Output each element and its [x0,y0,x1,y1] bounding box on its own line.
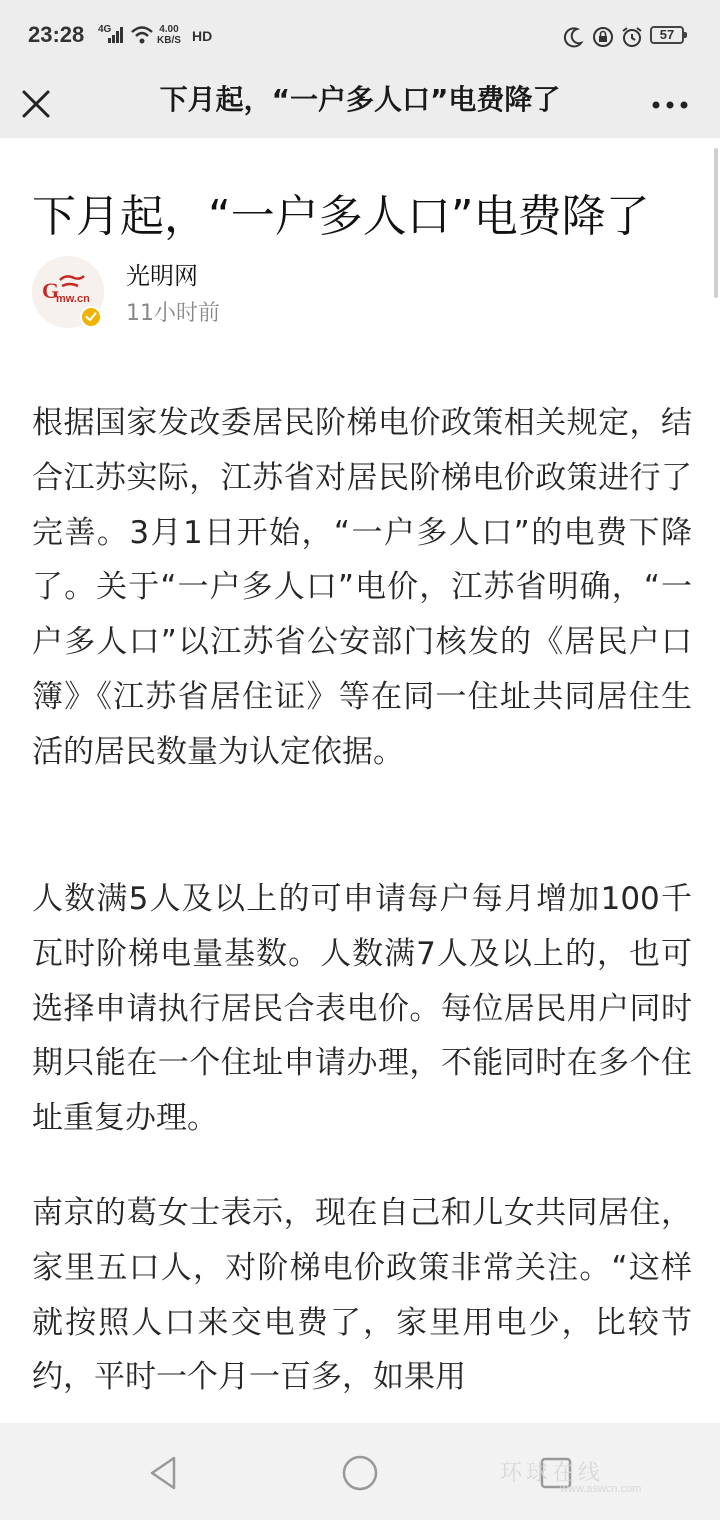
author-name[interactable]: 光明网 [126,262,198,290]
watermark: 环球在线 [500,1461,605,1486]
close-button[interactable] [18,78,54,128]
network-type: 4G [98,24,112,35]
check-icon [82,308,100,326]
wifi-icon [130,25,154,45]
speed-unit: KB/S [157,35,181,46]
nav-title: 下月起，“一户多人口”电费降了 [159,83,561,116]
status-time: 23:28 [28,22,85,47]
home-icon [340,1453,380,1493]
nav-bar [0,72,720,138]
back-button[interactable] [144,1453,184,1493]
signal-icon [108,27,124,43]
network-speed [157,24,181,46]
alarm-icon [620,25,644,49]
close-icon [18,78,54,128]
watermark-url: www.aswcn.com [560,1483,642,1495]
article-content[interactable] [0,138,720,1423]
verified-badge [80,306,102,328]
speed-value: 4.00 [159,24,179,35]
system-nav-bar [0,1423,720,1520]
status-bar [0,0,720,72]
scroll-indicator [714,148,718,298]
battery-level: 57 [659,27,675,42]
svg-text:mw.cn: mw.cn [56,293,90,305]
article-title: 下月起，“一户多人口”电费降了 [32,191,650,243]
back-icon [144,1453,184,1493]
svg-text:G: G [42,278,60,303]
article-paragraph: 根据国家发改委居民阶梯电价政策相关规定，结合江苏实际，江苏省对居民阶梯电价政策进行了完善。3月1日开始，“一户多人口”的电费下降了。关于“一户多人口”电价，江苏省明确，“一户多人口”以江苏省公安部门核发的《居民户口簿》《江苏省居住证》等在同一住址共同居住生活的居民数量为认定依据。 [32,405,692,770]
article-paragraph: 南京的葛女士表示，现在自己和儿女共同居住，家里五口人，对阶梯电价政策非常关注。“这样就按照人口来交电费了，家里用电少，比较节约，平时一个月一百多，如果用 [32,1195,692,1396]
article-paragraph: 人数满5人及以上的可申请每户每月增加100千瓦时阶梯电量基数。人数满7人及以上的，也可选择申请执行居民合表电价。每位居民用户同时期只能在一个住址申请办理，不能同时在多个住址重复办理。 [32,881,692,1137]
publish-time: 11小时前 [126,301,220,326]
moon-icon [562,26,584,48]
hd-indicator: HD [192,28,213,44]
battery-icon [650,26,684,44]
lock-rotation-icon [591,25,615,49]
home-button[interactable] [340,1453,380,1493]
more-button[interactable] [650,90,690,120]
more-icon [650,90,690,120]
